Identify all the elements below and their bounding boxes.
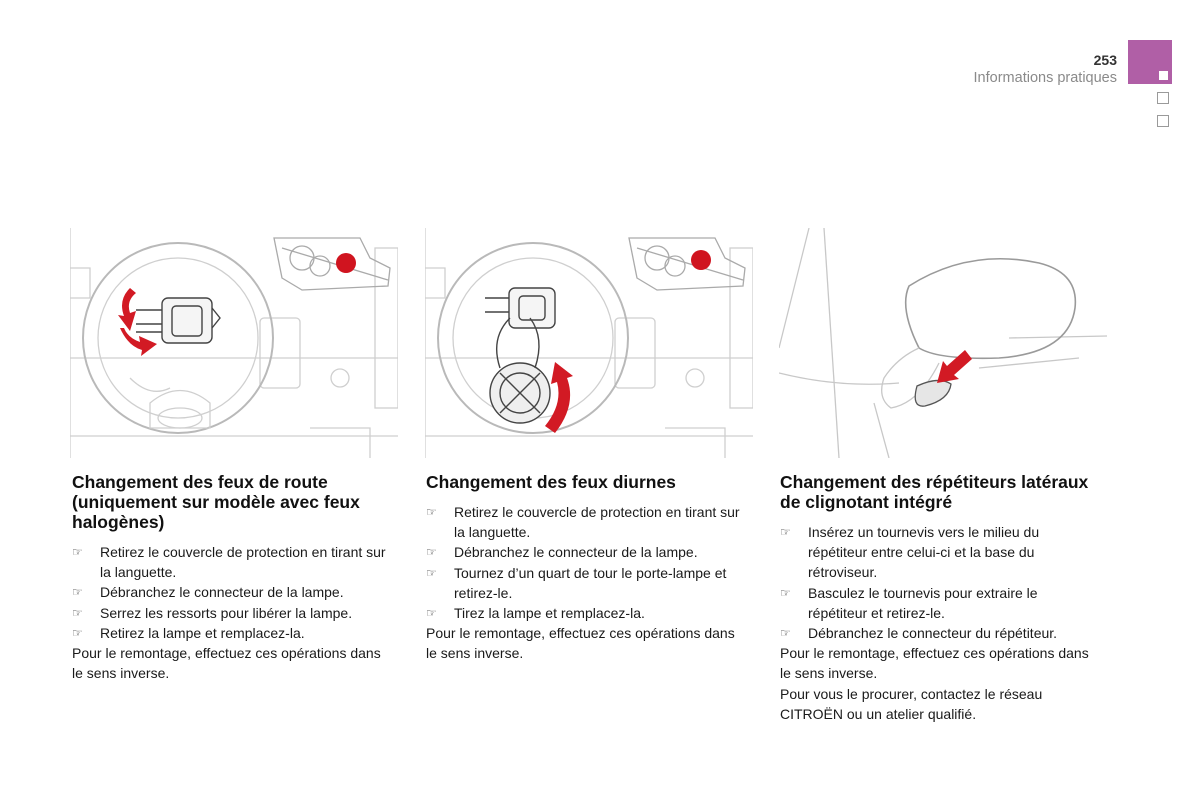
pointing-hand-icon: ☞ — [72, 585, 83, 600]
instruction-step — [72, 623, 392, 643]
step-text: Insérez un tournevis vers le milieu du répétiteur entre celui-ci et la base du rétroviseur. — [808, 524, 1040, 581]
step-text: Retirez le couvercle de protection en tirant sur la languette. — [454, 504, 740, 541]
pointing-hand-icon: ☞ — [426, 565, 437, 580]
pointing-hand-icon: ☞ — [426, 606, 437, 621]
instruction-step — [780, 522, 1100, 583]
page-number: 253 — [1093, 52, 1117, 68]
step-text: Tournez d’un quart de tour le porte-lampe et retirez-le. — [454, 564, 727, 601]
pointing-hand-icon: ☞ — [72, 605, 83, 620]
reassembly-note: Pour le remontage, effectuez ces opérations dans le sens inverse. — [72, 645, 381, 682]
page-header — [974, 52, 1117, 87]
chapter-tab-marker — [1159, 71, 1168, 80]
pointing-hand-icon: ☞ — [72, 625, 83, 640]
reassembly-note: Pour le remontage, effectuez ces opérations dans le sens inverse. — [780, 645, 1089, 682]
pointing-hand-icon: ☞ — [780, 626, 791, 641]
step-text: Serrez les ressorts pour libérer la lampe. — [100, 604, 353, 621]
instruction-step — [72, 603, 392, 623]
pointing-hand-icon: ☞ — [426, 505, 437, 519]
daytime-lamps-section — [426, 472, 746, 664]
instruction-step — [72, 582, 392, 602]
dealer-note: Pour vous le procurer, contactez le réseau CITROËN ou un atelier qualifié. — [780, 685, 1043, 722]
step-text: Tirez la lampe et remplacez-la. — [454, 605, 645, 622]
instruction-step — [426, 563, 746, 603]
pointing-hand-icon: ☞ — [72, 545, 83, 559]
step-text: Débranchez le connecteur de la lampe. — [454, 544, 698, 561]
step-text: Débranchez le connecteur de la lampe. — [100, 584, 344, 601]
halogen-high-beam-bulb-removal-illustration — [70, 228, 398, 458]
step-text: Débranchez le connecteur du répétiteur. — [808, 625, 1058, 642]
side-repeater-section — [780, 472, 1100, 724]
instruction-step — [72, 542, 392, 582]
step-text: Retirez le couvercle de protection en tirant sur la languette. — [100, 544, 386, 581]
section-heading: Changement des répétiteurs latéraux de clignotant intégré — [780, 472, 1089, 512]
section-title: Informations pratiques — [973, 70, 1117, 86]
section-heading: Changement des feux de route (uniquement sur modèle avec feux halogènes) — [72, 472, 360, 532]
pointing-hand-icon: ☞ — [426, 545, 437, 560]
instruction-step — [780, 623, 1100, 643]
instruction-step — [426, 502, 746, 542]
chapter-box-2 — [1157, 115, 1169, 127]
instruction-step — [780, 583, 1100, 623]
chapter-box-1 — [1157, 92, 1169, 104]
side-indicator-repeater-removal-illustration — [779, 228, 1107, 458]
step-text: Retirez la lampe et remplacez-la. — [100, 624, 305, 641]
daytime-running-lamp-bulb-removal-illustration — [425, 228, 753, 458]
reassembly-note: Pour le remontage, effectuez ces opérations dans le sens inverse. — [426, 625, 735, 662]
pointing-hand-icon: ☞ — [780, 525, 791, 539]
high-beam-section — [72, 472, 392, 683]
step-text: Basculez le tournevis pour extraire le répétiteur et retirez-le. — [808, 584, 1038, 621]
instruction-step — [426, 603, 746, 623]
instruction-step — [426, 542, 746, 562]
pointing-hand-icon: ☞ — [780, 585, 791, 600]
section-heading: Changement des feux diurnes — [426, 472, 676, 492]
